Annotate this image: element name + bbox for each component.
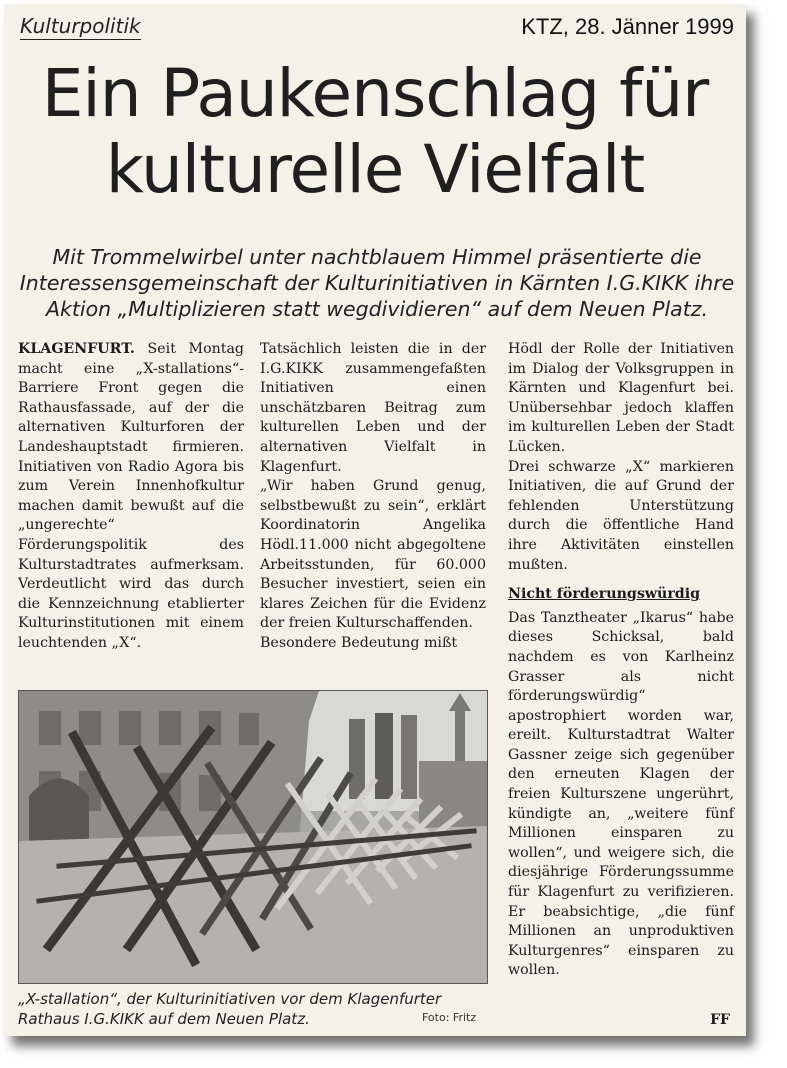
photo-credit: Foto: Fritz — [422, 1011, 477, 1024]
newspaper-clipping — [4, 4, 746, 1036]
photo-caption — [18, 989, 488, 1029]
author-signature: FF — [710, 1012, 730, 1028]
paragraph-text: Seit Montag macht eine „X-stallations“-Barriere Front gegen die Rathausfassade, auf der die alternativen Kulturforen der Landeshauptstadt firmieren. Initiativen von Radio Agora bis zum Verein Innenhofkultur machen damit bewußt auf die „ungerechte“ Förderungspolitik des Kulturstadtrates aufmerksam. Verdeutlicht wird das durch die Kennzeichnung etablierter Kulturinstitutionen mit einem leuchtenden „X“. — [18, 341, 245, 651]
headline-line-1: Ein Paukenschlag für — [41, 55, 709, 132]
headline-line-2: kulturelle Vielfalt — [105, 131, 645, 208]
paragraph: „Wir haben Grund genug, selbstbewußt zu sein“, erklärt Koordinatorin Angelika Hödl.11.000 nicht abgegoltene Arbeitsstunden, für 60.000 Besucher investiert, seien ein klares Zeichen für die Evidenz der freien Kulturschaffenden. — [260, 478, 486, 632]
text-column-1 — [18, 340, 244, 654]
text-column-3 — [508, 340, 734, 981]
text-column-2 — [260, 340, 486, 654]
x-barrier-photo — [19, 691, 487, 983]
paragraph — [18, 340, 244, 654]
caption-line-1: „X-stallation“, der Kulturinitiativen vor dem Klagenfurter — [18, 990, 442, 1008]
subheadline-line-1: Mit Trommelwirbel unter nachtblauem Himmel präsentierte die — [52, 245, 702, 269]
article-photo — [18, 690, 488, 984]
subheadline-line-2: Interessensgemeinschaft der Kulturinitiativen in Kärnten I.G.KIKK ihre — [19, 271, 735, 295]
paragraph: Tatsächlich leisten die in der I.G.KIKK zusammengefaßten Initiativen einen unschätzbaren Beitrag zum kulturellen Leben und der alternativen Vielfalt in Klagenfurt. — [260, 341, 486, 475]
paragraph: Hödl der Rolle der Initiativen im Dialog der Volksgruppen in Kärnten und Klagenfurt bei. Unübersehbar jedoch klaffen im kulturellen Leben der Stadt Lücken. — [508, 341, 734, 455]
source-date: KTZ, 28. Jänner 1999 — [521, 14, 734, 39]
headline — [4, 56, 746, 208]
caption-line-2: Rathaus I.G.KIKK auf dem Neuen Platz. — [18, 1010, 310, 1028]
section-label: Kulturpolitik — [20, 14, 141, 38]
paragraph: Drei schwarze „X“ markieren Initiativen, die auf Grund der fehlenden Unterstützung durch die öffentliche Hand ihre Aktivitäten einstellen mußten. — [508, 458, 734, 573]
paragraph: Besondere Bedeutung mißt — [260, 634, 458, 651]
subheadline-line-3: Aktion „Multiplizieren statt wegdividieren“ auf dem Neuen Platz. — [45, 297, 709, 321]
dateline: KLAGENFURT. — [18, 341, 135, 357]
subheadline — [14, 244, 740, 322]
section-subheading: Nicht förderungswürdig — [508, 586, 701, 603]
paragraph: Das Tanztheater „Ikarus“ habe dieses Schicksal, bald nachdem es von Karlheinz Grasser als nicht förderungswürdig“ apostrophiert worden war, ereilt. Kulturstadtrat Walter Gassner zeige sich gegenüber den erneuten Klagen der freien Kulturszene ungerührt, kündigte an, „weitere fünf Millionen einsparen zu wollen“, und weigere sich, die diesjährige Förderungssumme für Klagenfurt zu verifizieren. Er beabsichtige, „die fünf Millionen an unproduktiven Kulturgenres“ einsparen zu wollen. — [508, 609, 734, 979]
